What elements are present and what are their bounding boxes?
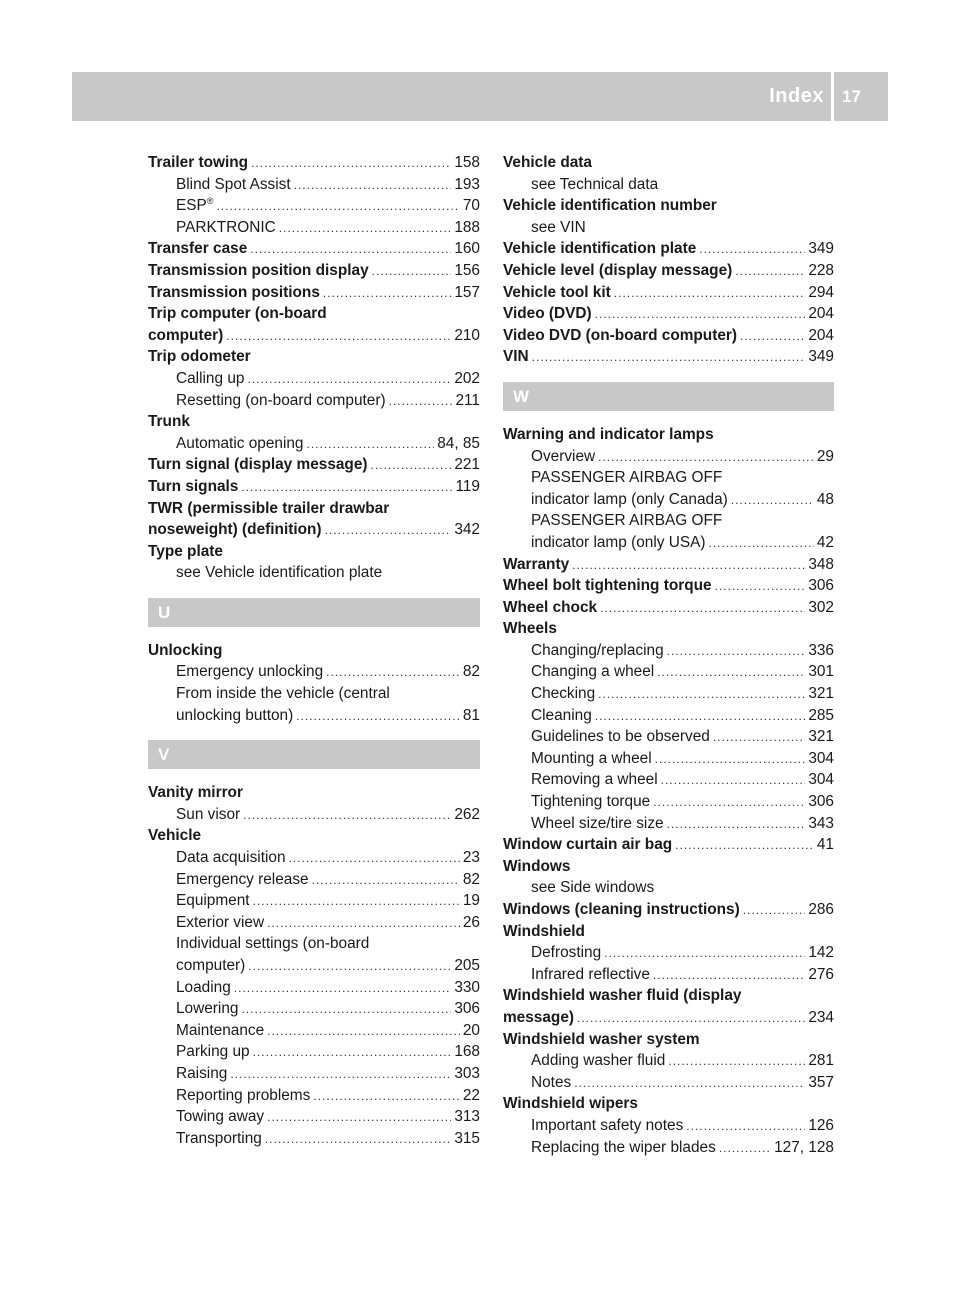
- entry-label: Individual settings (on-board: [176, 935, 370, 953]
- index-subentry: [148, 1041, 480, 1063]
- dot-leader: [216, 196, 459, 218]
- index-entry: [503, 921, 834, 943]
- page-number: 17: [842, 87, 861, 106]
- entry-label: Checking: [531, 685, 596, 703]
- index-entry: [148, 346, 480, 368]
- entry-page-number: 281: [808, 1052, 834, 1070]
- index-entry: [148, 411, 480, 433]
- dot-leader: [267, 913, 460, 935]
- entry-label: see Side windows: [531, 879, 655, 897]
- entry-label: Data acquisition: [176, 849, 286, 867]
- entry-page-number: 160: [454, 240, 480, 258]
- index-subentry: [503, 661, 834, 683]
- dot-leader: [326, 662, 460, 684]
- dot-leader: [595, 706, 806, 728]
- dot-leader: [226, 326, 451, 348]
- entry-page-number: 348: [808, 555, 834, 573]
- index-column-right: [503, 152, 834, 1158]
- index-entry: [148, 541, 480, 563]
- dot-leader: [675, 835, 814, 857]
- index-subentry: [148, 174, 480, 196]
- dot-leader: [731, 490, 814, 512]
- entry-label: ESP®: [176, 196, 214, 215]
- entry-page-number: 158: [454, 154, 480, 171]
- index-entry: [503, 899, 834, 921]
- index-subentry: [503, 174, 834, 196]
- entry-page-number: 321: [808, 685, 834, 703]
- dot-leader: [250, 239, 451, 261]
- index-entry: [503, 985, 834, 1007]
- dot-leader: [265, 1129, 451, 1151]
- entry-label: Windshield: [503, 922, 585, 940]
- index-subentry: [503, 942, 834, 964]
- entry-page-number: 84, 85: [437, 434, 480, 452]
- entry-label: see VIN: [531, 218, 586, 236]
- index-subentry: [503, 748, 834, 770]
- entry-page-number: 156: [454, 261, 480, 279]
- entry-page-number: 306: [808, 577, 834, 595]
- dot-leader: [667, 641, 806, 663]
- index-subentry: [503, 964, 834, 986]
- index-subentry: [503, 683, 834, 705]
- dot-leader: [614, 283, 806, 305]
- section-letter-w: W: [503, 382, 834, 411]
- entry-label: Mounting a wheel: [531, 749, 652, 767]
- index-entry: [148, 303, 480, 325]
- entry-page-number: 321: [808, 728, 834, 746]
- entry-label: Turn signal (display message): [148, 456, 368, 474]
- entry-page-number: 126: [808, 1116, 834, 1134]
- entry-label: Vehicle tool kit: [503, 283, 611, 301]
- index-subentry: [503, 510, 834, 532]
- entry-label: computer): [148, 326, 224, 344]
- index-subentry: [148, 683, 480, 705]
- dot-leader: [653, 965, 805, 987]
- entry-label: Reporting problems: [176, 1086, 311, 1104]
- entry-label: Notes: [531, 1073, 572, 1091]
- index-entry: [148, 519, 480, 541]
- entry-label: Trunk: [148, 413, 190, 431]
- dot-leader: [289, 848, 460, 870]
- entry-label: Window curtain air bag: [503, 836, 673, 854]
- entry-label: Trip odometer: [148, 348, 251, 366]
- dot-leader: [243, 805, 451, 827]
- entry-label: Warning and indicator lamps: [503, 425, 714, 443]
- entry-page-number: 306: [808, 793, 834, 811]
- entry-label: Vehicle identification plate: [503, 240, 697, 258]
- index-entry: [148, 782, 480, 804]
- index-entry: [503, 575, 834, 597]
- index-entry: [148, 454, 480, 476]
- entry-page-number: 306: [454, 1000, 480, 1018]
- entry-page-number: 204: [808, 305, 834, 323]
- entry-label: message): [503, 1008, 575, 1026]
- dot-leader: [598, 447, 814, 469]
- entry-label: Windshield washer fluid (display: [503, 987, 742, 1005]
- dot-leader: [251, 153, 451, 175]
- index-subentry: [503, 217, 834, 239]
- dot-leader: [661, 770, 806, 792]
- entry-page-number: 349: [808, 240, 834, 258]
- index-entry: [148, 238, 480, 260]
- entry-label: indicator lamp (only USA): [531, 533, 706, 551]
- index-entry: [148, 152, 480, 174]
- index-entry: [503, 325, 834, 347]
- dot-leader: [600, 598, 805, 620]
- entry-label: Vehicle level (display message): [503, 261, 733, 279]
- entry-label: see Technical data: [531, 175, 659, 193]
- entry-label: unlocking button): [176, 706, 294, 724]
- dot-leader: [574, 1073, 805, 1095]
- entry-label: Loading: [176, 978, 231, 996]
- entry-label: Emergency release: [176, 870, 309, 888]
- dot-leader: [247, 369, 451, 391]
- entry-label: Cleaning: [531, 706, 592, 724]
- dot-leader: [279, 218, 452, 240]
- entry-page-number: 342: [454, 521, 480, 539]
- entry-page-number: 276: [808, 965, 834, 983]
- dot-leader: [313, 1086, 460, 1108]
- dot-leader: [372, 261, 452, 283]
- dot-leader: [312, 870, 460, 892]
- index-column-left: [148, 152, 480, 1149]
- dot-leader: [653, 792, 805, 814]
- index-subentry: [148, 847, 480, 869]
- index-subentry: [148, 955, 480, 977]
- index-subentry: [148, 869, 480, 891]
- index-subentry: [148, 195, 480, 217]
- index-subentry: [148, 933, 480, 955]
- entry-label: Type plate: [148, 542, 223, 560]
- entry-label: Warranty: [503, 555, 570, 573]
- entry-label: Removing a wheel: [531, 771, 658, 789]
- entry-page-number: 330: [454, 978, 480, 996]
- entry-page-number: 313: [454, 1108, 480, 1126]
- index-subentry: [503, 1072, 834, 1094]
- entry-label: Wheels: [503, 620, 557, 638]
- index-subentry: [148, 998, 480, 1020]
- entry-label: Transfer case: [148, 240, 248, 258]
- index-subentry: [503, 489, 834, 511]
- entry-label: Guidelines to be observed: [531, 728, 710, 746]
- entry-label: Lowering: [176, 1000, 239, 1018]
- entry-page-number: 70: [462, 197, 480, 215]
- entry-label: noseweight) (definition): [148, 521, 322, 539]
- dot-leader: [598, 684, 805, 706]
- dot-leader: [715, 576, 806, 598]
- dot-leader: [577, 1008, 805, 1030]
- dot-leader: [241, 477, 452, 499]
- entry-label: Wheel size/tire size: [531, 814, 664, 832]
- index-entry: [503, 856, 834, 878]
- entry-label: Towing away: [176, 1108, 265, 1126]
- entry-page-number: 20: [462, 1021, 480, 1039]
- entry-page-number: 211: [455, 391, 480, 409]
- entry-page-number: 188: [454, 218, 480, 236]
- index-subentry: [503, 640, 834, 662]
- index-entry: [148, 498, 480, 520]
- index-subentry: [148, 390, 480, 412]
- entry-page-number: 81: [462, 706, 480, 724]
- entry-label: Replacing the wiper blades: [531, 1138, 716, 1156]
- entry-label: Trip computer (on-board: [148, 305, 327, 323]
- entry-page-number: 343: [808, 814, 834, 832]
- index-subentry: [148, 368, 480, 390]
- entry-page-number: 205: [454, 957, 480, 974]
- index-subentry: [148, 977, 480, 999]
- dot-leader: [296, 706, 460, 728]
- entry-page-number: 193: [454, 175, 480, 193]
- dot-leader: [323, 283, 451, 305]
- entry-label: Infrared reflective: [531, 965, 650, 983]
- index-subentry: [148, 661, 480, 683]
- dot-leader: [371, 455, 452, 477]
- entry-page-number: 23: [462, 849, 480, 867]
- index-subentry: [503, 446, 834, 468]
- entry-page-number: 41: [816, 836, 834, 854]
- entry-page-number: 336: [808, 641, 834, 659]
- section-letter-u: U: [148, 598, 480, 627]
- entry-page-number: 142: [808, 944, 834, 962]
- section-letter-v: V: [148, 740, 480, 769]
- index-subentry: [148, 804, 480, 826]
- header-divider: [831, 72, 834, 121]
- entry-page-number: 119: [455, 477, 480, 495]
- index-subentry: [148, 1020, 480, 1042]
- entry-label: Tightening torque: [531, 793, 651, 811]
- dot-leader: [294, 175, 452, 197]
- dot-leader: [532, 347, 806, 369]
- entry-page-number: 285: [808, 706, 834, 724]
- entry-page-number: 157: [454, 283, 480, 301]
- entry-page-number: 29: [816, 447, 834, 465]
- index-entry: [503, 260, 834, 282]
- index-entry: [503, 152, 834, 174]
- entry-page-number: 221: [454, 456, 480, 474]
- index-subentry: [503, 813, 834, 835]
- entry-page-number: 48: [816, 490, 834, 508]
- index-subentry: [148, 1106, 480, 1128]
- dot-leader: [667, 814, 806, 836]
- entry-label: Windows (cleaning instructions): [503, 901, 740, 918]
- dot-leader: [234, 978, 452, 1000]
- index-entry: [503, 1093, 834, 1115]
- index-entry: [503, 834, 834, 856]
- entry-label: Calling up: [176, 369, 245, 387]
- entry-page-number: 294: [808, 283, 834, 301]
- entry-page-number: 304: [808, 749, 834, 767]
- index-entry: [148, 825, 480, 847]
- dot-leader: [655, 749, 806, 771]
- entry-label: Automatic opening: [176, 434, 304, 452]
- entry-label: Windshield washer system: [503, 1030, 700, 1048]
- entry-page-number: 19: [462, 892, 480, 910]
- dot-leader: [735, 261, 805, 283]
- index-subentry: [148, 705, 480, 727]
- index-entry: [503, 597, 834, 619]
- entry-label: Video DVD (on-board computer): [503, 326, 738, 344]
- entry-label: Wheel bolt tightening torque: [503, 577, 712, 595]
- entry-label: Important safety notes: [531, 1116, 684, 1134]
- entry-label: From inside the vehicle (central: [176, 685, 390, 703]
- dot-leader: [719, 1138, 771, 1160]
- entry-label: Windows: [503, 857, 571, 875]
- index-entry: [148, 282, 480, 304]
- entry-label: PASSENGER AIRBAG OFF: [531, 512, 723, 530]
- index-subentry: [503, 769, 834, 791]
- index-entry: [503, 195, 834, 217]
- entry-label: Resetting (on-board computer): [176, 391, 386, 409]
- index-subentry: [148, 890, 480, 912]
- entry-label: Transmission position display: [148, 261, 369, 279]
- entry-page-number: 26: [462, 913, 480, 931]
- entry-label: Unlocking: [148, 641, 223, 659]
- entry-label: Trailer towing: [148, 154, 249, 171]
- index-entry: [148, 476, 480, 498]
- dot-leader: [709, 533, 814, 555]
- index-subentry: [148, 1128, 480, 1150]
- entry-label: Transporting: [176, 1129, 262, 1147]
- index-entry: [503, 238, 834, 260]
- entry-page-number: 210: [454, 326, 480, 344]
- dot-leader: [686, 1116, 805, 1138]
- dot-leader: [713, 727, 805, 749]
- entry-label: Vehicle identification number: [503, 197, 717, 215]
- index-entry: [503, 1029, 834, 1051]
- entry-label: VIN: [503, 348, 529, 366]
- index-entry: [148, 640, 480, 662]
- entry-label: Equipment: [176, 892, 250, 910]
- index-entry: [503, 303, 834, 325]
- entry-page-number: 357: [808, 1073, 834, 1091]
- index-subentry: [503, 791, 834, 813]
- index-entry: [503, 282, 834, 304]
- index-subentry: [503, 726, 834, 748]
- entry-label: Transmission positions: [148, 283, 320, 301]
- index-subentry: [148, 1063, 480, 1085]
- entry-label: Parking up: [176, 1043, 250, 1061]
- entry-label: see Vehicle identification plate: [176, 564, 383, 582]
- entry-label: Vehicle: [148, 827, 202, 845]
- index-entry: [503, 618, 834, 640]
- dot-leader: [325, 520, 452, 542]
- entry-page-number: 304: [808, 771, 834, 789]
- dot-leader: [253, 1042, 452, 1064]
- entry-label: Emergency unlocking: [176, 663, 324, 681]
- entry-label: computer): [176, 957, 246, 974]
- entry-page-number: 42: [816, 533, 834, 551]
- entry-label: Vanity mirror: [148, 784, 243, 802]
- index-entry: [148, 325, 480, 347]
- dot-leader: [253, 891, 460, 913]
- entry-label: Changing/replacing: [531, 641, 664, 659]
- dot-leader: [248, 956, 451, 978]
- index-entry: [503, 424, 834, 446]
- index-subentry: [148, 1085, 480, 1107]
- entry-page-number: 204: [808, 326, 834, 344]
- entry-page-number: 22: [462, 1086, 480, 1104]
- index-subentry: [148, 562, 480, 584]
- dot-leader: [740, 326, 805, 348]
- index-subentry: [503, 1137, 834, 1159]
- entry-page-number: 301: [808, 663, 834, 681]
- entry-label: TWR (permissible trailer drawbar: [148, 499, 390, 517]
- dot-leader: [230, 1064, 451, 1086]
- index-subentry: [148, 433, 480, 455]
- index-subentry: [503, 705, 834, 727]
- entry-page-number: 315: [454, 1129, 480, 1147]
- index-entry: [503, 554, 834, 576]
- entry-label: Vehicle data: [503, 154, 592, 171]
- dot-leader: [657, 662, 805, 684]
- entry-label: Video (DVD): [503, 305, 592, 323]
- index-entry: [148, 260, 480, 282]
- index-title: Index: [769, 85, 824, 107]
- entry-label: Turn signals: [148, 477, 239, 495]
- entry-label: Sun visor: [176, 805, 241, 823]
- entry-page-number: 303: [454, 1064, 480, 1082]
- entry-label: PASSENGER AIRBAG OFF: [531, 469, 723, 487]
- index-entry: [503, 346, 834, 368]
- dot-leader: [267, 1021, 460, 1043]
- entry-label: Blind Spot Assist: [176, 175, 291, 193]
- entry-page-number: 262: [454, 805, 480, 823]
- entry-label: Maintenance: [176, 1021, 265, 1039]
- dot-leader: [306, 434, 434, 456]
- entry-label: indicator lamp (only Canada): [531, 490, 728, 508]
- entry-label: Adding washer fluid: [531, 1052, 666, 1070]
- entry-label: Wheel chock: [503, 598, 598, 616]
- dot-leader: [572, 555, 805, 577]
- dot-leader: [668, 1051, 805, 1073]
- index-subentry: [148, 912, 480, 934]
- entry-page-number: 82: [462, 663, 480, 681]
- index-subentry: [148, 217, 480, 239]
- entry-page-number: 127, 128: [774, 1138, 834, 1156]
- index-subentry: [503, 1050, 834, 1072]
- dot-leader: [389, 391, 453, 413]
- entry-page-number: 202: [454, 369, 480, 387]
- entry-label: Raising: [176, 1064, 228, 1082]
- dot-leader: [604, 943, 805, 965]
- dot-leader: [699, 239, 805, 261]
- entry-page-number: 234: [808, 1008, 834, 1026]
- dot-leader: [241, 999, 451, 1021]
- entry-page-number: 82: [462, 870, 480, 888]
- entry-page-number: 349: [808, 348, 834, 366]
- entry-label: Exterior view: [176, 913, 265, 931]
- entry-label: Defrosting: [531, 944, 602, 962]
- dot-leader: [743, 900, 806, 922]
- index-subentry: [503, 1115, 834, 1137]
- index-subentry: [503, 877, 834, 899]
- entry-page-number: 168: [454, 1043, 480, 1061]
- entry-label: Overview: [531, 447, 596, 465]
- entry-page-number: 302: [808, 598, 834, 616]
- entry-label: Changing a wheel: [531, 663, 655, 681]
- index-subentry: [503, 532, 834, 554]
- entry-page-number: 228: [808, 261, 834, 279]
- entry-page-number: 286: [808, 901, 834, 918]
- entry-label: Windshield wipers: [503, 1095, 638, 1113]
- dot-leader: [595, 304, 806, 326]
- index-subentry: [503, 467, 834, 489]
- dot-leader: [267, 1107, 451, 1129]
- entry-label: PARKTRONIC: [176, 218, 276, 236]
- index-entry: [503, 1007, 834, 1029]
